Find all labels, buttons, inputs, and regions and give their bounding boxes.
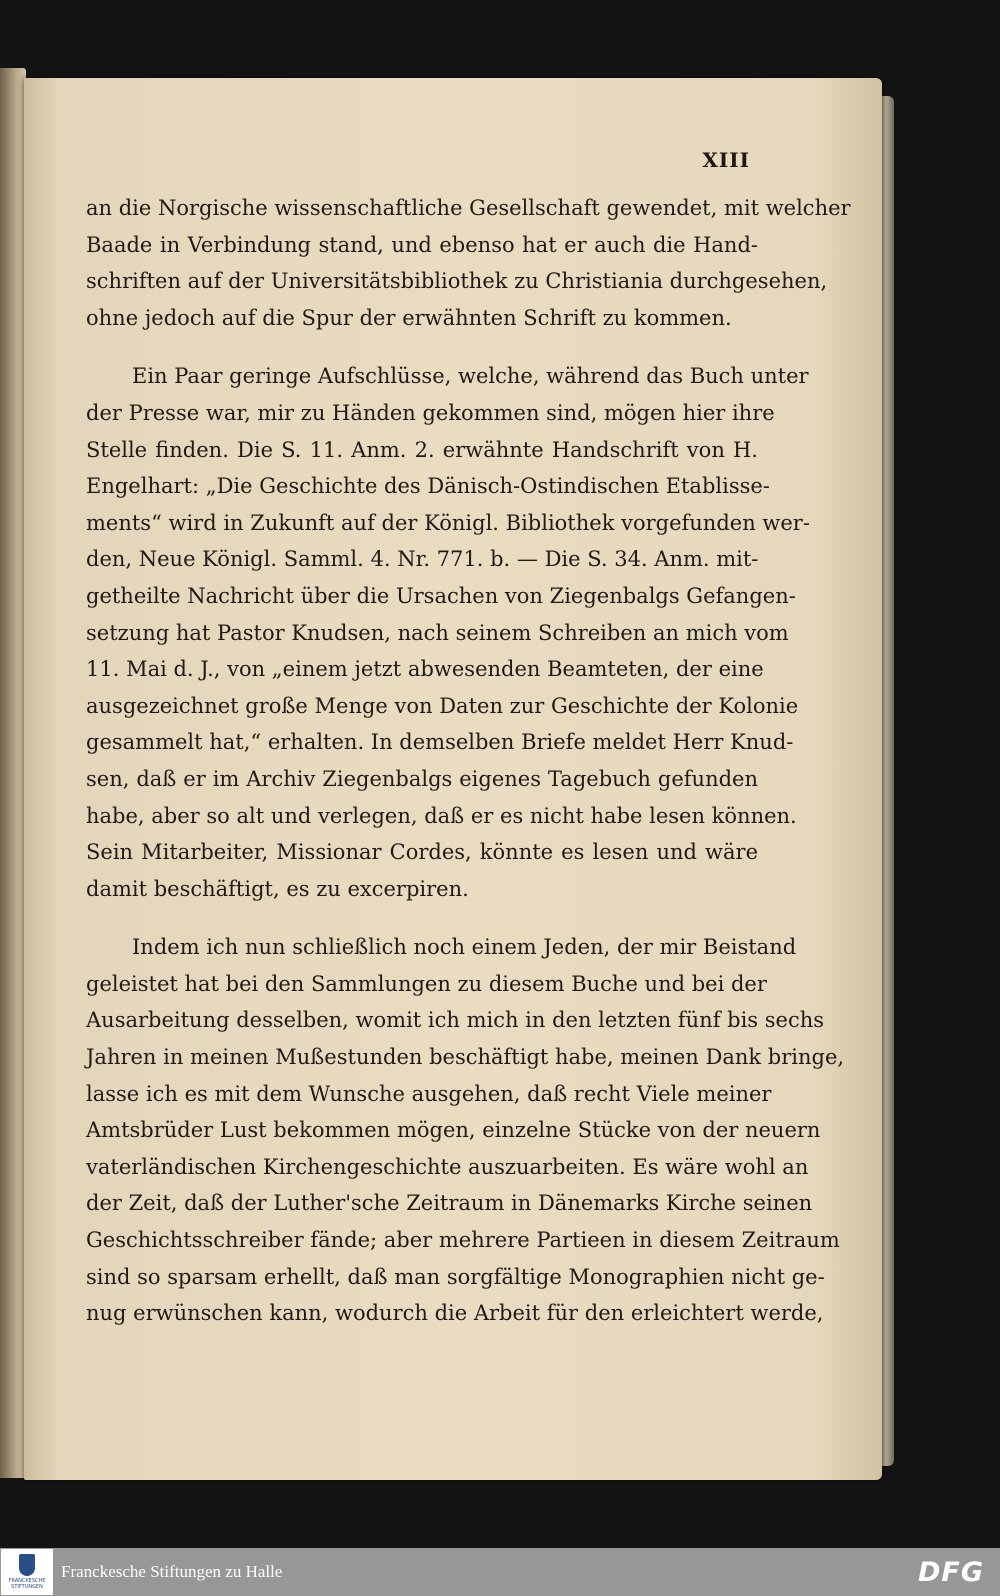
- footer-title[interactable]: Franckesche Stiftungen zu Halle: [61, 1562, 283, 1581]
- previous-page-edge: [0, 68, 26, 1478]
- text-line: der Presse war, mir zu Händen gekommen sind, mögen hier ihre: [86, 400, 775, 425]
- text-line: sind so sparsam erhellt, daß man sorgfältige Monographien nicht ge-: [86, 1264, 825, 1289]
- francke-logo-text: FRANCKESCHE STIFTUNGEN: [8, 1578, 46, 1590]
- text-line: damit beschäftigt, es zu excerpiren.: [86, 876, 469, 901]
- text-line: Baade in Verbindung stand, und ebenso hat er auch die Hand-: [86, 232, 758, 257]
- text-line: ments“ wird in Zukunft auf der Königl. Bibliothek vorgefunden wer-: [86, 510, 810, 535]
- text-line: ohne jedoch auf die Spur der erwähnten Schrift zu kommen.: [86, 305, 732, 330]
- text-line: ausgezeichnet große Menge von Daten zur Geschichte der Kolonie: [86, 693, 799, 718]
- text-line: nug erwünschen kann, wodurch die Arbeit für den erleichtert werde,: [86, 1301, 824, 1326]
- francke-emblem-icon: [19, 1554, 35, 1576]
- text-line: Engelhart: „Die Geschichte des Dänisch-Ostindischen Etablisse-: [86, 474, 770, 499]
- text-line: schriften auf der Universitätsbibliothek zu Christiania durchgesehen,: [86, 269, 828, 294]
- text-line: Stelle finden. Die S. 11. Anm. 2. erwähnte Handschrift von H.: [86, 437, 758, 462]
- text-line: gesammelt hat,“ erhalten. In demselben Briefe meldet Herr Knud-: [86, 730, 794, 755]
- text-line: Sein Mitarbeiter, Missionar Cordes, könnte es lesen und wäre: [86, 840, 758, 865]
- text-line: habe, aber so alt und verlegen, daß er es nicht habe lesen können.: [86, 803, 797, 828]
- text-line: Ausarbeitung desselben, womit ich mich in den letzten fünf bis sechs: [86, 1008, 825, 1033]
- text-line: Jahren in meinen Mußestunden beschäftigt habe, meinen Dank bringe,: [86, 1045, 845, 1070]
- footer-bar: [0, 1548, 1000, 1596]
- book-fore-edge: [880, 96, 894, 1466]
- page-number: XIII: [702, 148, 750, 172]
- page-text: [86, 190, 851, 1332]
- text-line: setzung hat Pastor Knudsen, nach seinem Schreiben an mich vom: [86, 620, 789, 645]
- text-line: geleistet hat bei den Sammlungen zu diesem Buche und bei der: [86, 971, 767, 996]
- text-line: lasse ich es mit dem Wunsche ausgehen, daß recht Viele meiner: [86, 1081, 772, 1106]
- text-line: getheilte Nachricht über die Ursachen von Ziegenbalgs Gefangen-: [86, 583, 796, 608]
- text-line: vaterländischen Kirchengeschichte auszuarbeiten. Es wäre wohl an: [86, 1154, 809, 1179]
- text-line: Amtsbrüder Lust bekommen mögen, einzelne Stücke von der neuern: [86, 1118, 821, 1143]
- text-line: Ein Paar geringe Aufschlüsse, welche, während das Buch unter: [132, 364, 809, 389]
- text-line: an die Norgische wissenschaftliche Gesellschaft gewendet, mit welcher: [86, 196, 851, 220]
- paragraph: [86, 358, 810, 907]
- francke-logo[interactable]: [1, 1549, 53, 1595]
- text-line: Geschichtsschreiber fände; aber mehrere Partieen in diesem Zeitraum: [86, 1228, 840, 1253]
- paragraph: [86, 190, 851, 336]
- text-line: sen, daß er im Archiv Ziegenbalgs eigenes Tagebuch gefunden: [86, 766, 758, 791]
- dfg-logo[interactable]: DFG: [917, 1557, 984, 1588]
- text-line: der Zeit, daß der Luther'sche Zeitraum in Dänemarks Kirche seinen: [86, 1191, 813, 1216]
- text-line: 11. Mai d. J., von „einem jetzt abwesenden Beamteten, der eine: [86, 657, 764, 682]
- text-line: Indem ich nun schließlich noch einem Jeden, der mir Beistand: [132, 935, 797, 960]
- paragraph: [86, 929, 845, 1332]
- text-line: den, Neue Königl. Samml. 4. Nr. 771. b. — Die S. 34. Anm. mit-: [86, 547, 759, 572]
